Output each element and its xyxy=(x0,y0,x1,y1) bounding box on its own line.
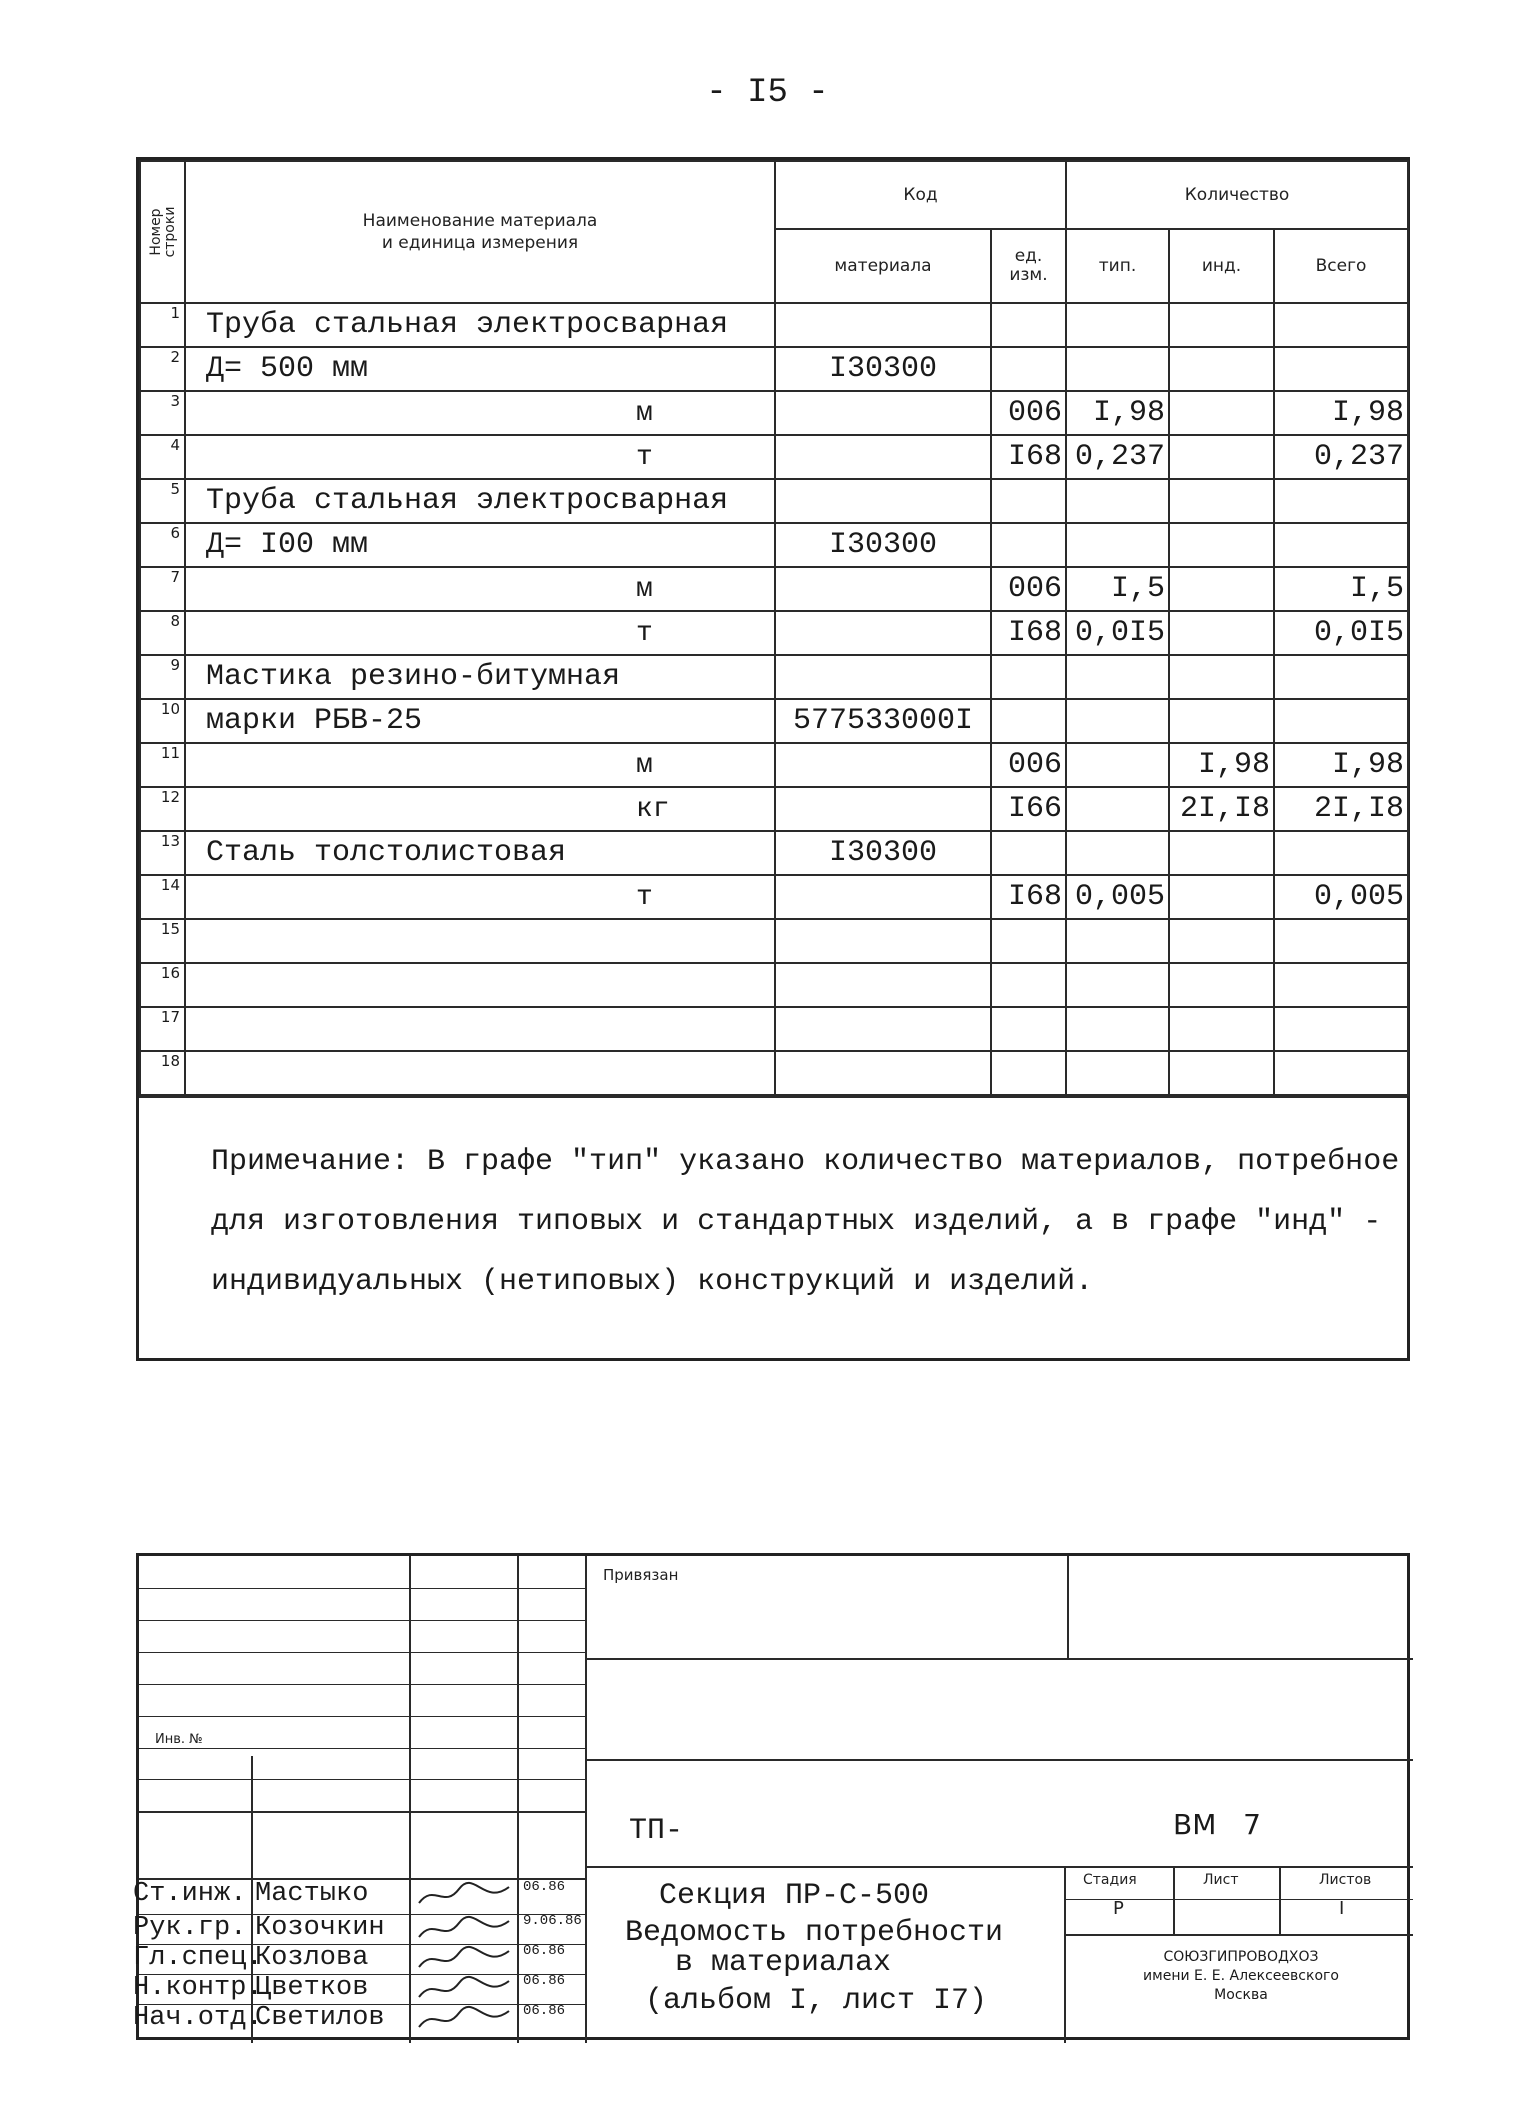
material-code-cell: I30300 xyxy=(775,347,991,391)
unit-code-cell xyxy=(991,963,1066,1007)
material-code-cell xyxy=(775,1007,991,1051)
material-name-cell xyxy=(185,919,775,963)
title-line-4: (альбом I, лист I7) xyxy=(645,1984,988,2018)
signature-date: 06.86 xyxy=(523,2003,566,2019)
total-quantity-cell xyxy=(1274,919,1408,963)
material-code-cell: I30300 xyxy=(775,523,991,567)
table-row xyxy=(140,1007,1408,1051)
total-quantity-cell xyxy=(1274,699,1408,743)
material-name-cell xyxy=(185,787,775,831)
typ-quantity-cell xyxy=(1066,523,1169,567)
unit-code-cell: 006 xyxy=(991,391,1066,435)
material-code-cell: I30300 xyxy=(775,831,991,875)
typ-quantity-cell: I,5 xyxy=(1066,567,1169,611)
unit-label: т xyxy=(636,442,653,473)
ind-quantity-cell xyxy=(1169,435,1274,479)
material-name-cell xyxy=(185,1007,775,1051)
material-name: Мастика резино-битумная xyxy=(206,660,621,694)
total-quantity-cell: I,98 xyxy=(1274,743,1408,787)
row-number-cell: 12 xyxy=(140,787,185,831)
ind-quantity-cell xyxy=(1169,479,1274,523)
inv-number-label: Инв. № xyxy=(155,1732,203,1747)
header-code: Код xyxy=(775,161,1066,229)
handwritten-signature xyxy=(414,1945,514,1975)
total-quantity-cell: 0,237 xyxy=(1274,435,1408,479)
typ-quantity-cell xyxy=(1066,787,1169,831)
ind-quantity-cell xyxy=(1169,391,1274,435)
table-row xyxy=(140,699,1408,743)
ind-quantity-cell xyxy=(1169,919,1274,963)
table-row xyxy=(140,875,1408,919)
ind-quantity-cell: 2I,I8 xyxy=(1169,787,1274,831)
typ-quantity-cell xyxy=(1066,963,1169,1007)
signature-date: 06.86 xyxy=(523,1879,566,1895)
material-name-cell xyxy=(185,875,775,919)
row-number-cell: 9 xyxy=(140,655,185,699)
unit-code-cell xyxy=(991,1051,1066,1095)
material-code-cell xyxy=(775,303,991,347)
signatory-name: Светилов xyxy=(255,2003,385,2033)
material-code-cell xyxy=(775,875,991,919)
unit-code-cell: I68 xyxy=(991,875,1066,919)
unit-code-cell xyxy=(991,479,1066,523)
unit-code-cell xyxy=(991,655,1066,699)
typ-quantity-cell xyxy=(1066,655,1169,699)
row-number-cell: 7 xyxy=(140,567,185,611)
title-line-3: в материалах xyxy=(675,1946,892,1980)
ind-quantity-cell xyxy=(1169,963,1274,1007)
table-row xyxy=(140,347,1408,391)
unit-code-cell xyxy=(991,1007,1066,1051)
header-total: Всего xyxy=(1274,229,1408,303)
unit-code-cell: 006 xyxy=(991,567,1066,611)
handwritten-signature xyxy=(414,1915,514,1945)
header-row-1 xyxy=(140,161,1408,229)
typ-quantity-cell xyxy=(1066,347,1169,391)
typ-quantity-cell: 0,005 xyxy=(1066,875,1169,919)
table-row xyxy=(140,831,1408,875)
material-name-cell xyxy=(185,831,775,875)
table-row xyxy=(140,303,1408,347)
material-code-cell xyxy=(775,919,991,963)
signatory-name: Мастыко xyxy=(255,1879,369,1909)
signatory-role: Нач.отд. xyxy=(133,2003,263,2033)
material-name-cell xyxy=(185,391,775,435)
total-quantity-cell: 0,0I5 xyxy=(1274,611,1408,655)
material-code-cell xyxy=(775,787,991,831)
org-line-3: Москва xyxy=(1214,1987,1268,2003)
signatory-role: Н.контр. xyxy=(133,1973,263,2003)
ind-quantity-cell xyxy=(1169,875,1274,919)
total-quantity-cell xyxy=(1274,831,1408,875)
signatory-role: Ст.инж. xyxy=(133,1879,247,1909)
row-number-cell: 11 xyxy=(140,743,185,787)
ind-quantity-cell xyxy=(1169,699,1274,743)
org-line-2: имени Е. Е. Алексеевского xyxy=(1143,1968,1339,1984)
table-row xyxy=(140,435,1408,479)
table-row xyxy=(140,479,1408,523)
row-number-cell: 18 xyxy=(140,1051,185,1095)
typ-quantity-cell xyxy=(1066,699,1169,743)
stadiya-value: Р xyxy=(1113,1898,1124,1919)
unit-code-cell: I68 xyxy=(991,435,1066,479)
row-number-cell: 10 xyxy=(140,699,185,743)
row-number-cell: 8 xyxy=(140,611,185,655)
privyazan-label: Привязан xyxy=(603,1566,679,1584)
header-typ: тип. xyxy=(1066,229,1169,303)
total-quantity-cell xyxy=(1274,1007,1408,1051)
unit-code-cell: I66 xyxy=(991,787,1066,831)
row-number-cell: 1 xyxy=(140,303,185,347)
unit-label: кг xyxy=(636,794,670,825)
material-name: Сталь толстолистовая xyxy=(206,836,567,870)
typ-quantity-cell: 0,0I5 xyxy=(1066,611,1169,655)
material-code-cell xyxy=(775,435,991,479)
unit-code-cell: 006 xyxy=(991,743,1066,787)
typ-quantity-cell xyxy=(1066,919,1169,963)
organization xyxy=(1069,1948,1413,2005)
typ-quantity-cell xyxy=(1066,479,1169,523)
total-quantity-cell xyxy=(1274,523,1408,567)
table-body xyxy=(140,303,1408,1095)
material-name-cell xyxy=(185,435,775,479)
unit-code-cell xyxy=(991,523,1066,567)
header-row-number: Номер строки xyxy=(140,161,185,303)
table-row xyxy=(140,963,1408,1007)
ind-quantity-cell xyxy=(1169,1051,1274,1095)
material-name-cell xyxy=(185,699,775,743)
row-number-cell: 16 xyxy=(140,963,185,1007)
unit-code-cell xyxy=(991,699,1066,743)
signature-date: 9.06.86 xyxy=(523,1913,582,1929)
header-unit-code: ед. изм. xyxy=(991,229,1066,303)
tp-label: ТП- xyxy=(629,1814,684,1848)
material-name: Д= 500 мм xyxy=(206,352,369,386)
typ-quantity-cell xyxy=(1066,831,1169,875)
header-material-code: материала xyxy=(775,229,991,303)
total-quantity-cell xyxy=(1274,479,1408,523)
typ-quantity-cell: I,98 xyxy=(1066,391,1169,435)
table-row xyxy=(140,1051,1408,1095)
page-number: - I5 - xyxy=(706,74,829,112)
total-quantity-cell: I,98 xyxy=(1274,391,1408,435)
ind-quantity-cell xyxy=(1169,523,1274,567)
typ-quantity-cell xyxy=(1066,1007,1169,1051)
listov-label: Листов xyxy=(1319,1872,1372,1888)
total-quantity-cell: I,5 xyxy=(1274,567,1408,611)
material-code-cell xyxy=(775,567,991,611)
total-quantity-cell xyxy=(1274,963,1408,1007)
material-name-cell xyxy=(185,963,775,1007)
row-number-cell: 13 xyxy=(140,831,185,875)
row-number-cell: 6 xyxy=(140,523,185,567)
handwritten-signature xyxy=(414,1975,514,2005)
org-line-1: СОЮЗГИПРОВОДХОЗ xyxy=(1163,1949,1319,1965)
unit-code-cell xyxy=(991,303,1066,347)
typ-quantity-cell xyxy=(1066,743,1169,787)
stadiya-label: Стадия xyxy=(1083,1872,1137,1888)
total-quantity-cell xyxy=(1274,1051,1408,1095)
total-quantity-cell xyxy=(1274,347,1408,391)
material-code-cell xyxy=(775,611,991,655)
ind-quantity-cell: I,98 xyxy=(1169,743,1274,787)
ind-quantity-cell xyxy=(1169,567,1274,611)
material-name-cell xyxy=(185,523,775,567)
table-row xyxy=(140,567,1408,611)
unit-label: т xyxy=(636,882,653,913)
total-quantity-cell: 2I,I8 xyxy=(1274,787,1408,831)
material-code-cell xyxy=(775,743,991,787)
material-code-cell xyxy=(775,1051,991,1095)
signatory-role: Рук.гр. xyxy=(133,1913,247,1943)
header-quantity: Количество xyxy=(1066,161,1408,229)
ind-quantity-cell xyxy=(1169,655,1274,699)
list-label: Лист xyxy=(1203,1872,1239,1888)
material-name: марки РБВ-25 xyxy=(206,704,423,738)
row-number-cell: 4 xyxy=(140,435,185,479)
material-code-cell xyxy=(775,655,991,699)
title-block xyxy=(133,1553,1410,2040)
ind-quantity-cell xyxy=(1169,1007,1274,1051)
signature-date: 06.86 xyxy=(523,1943,566,1959)
signature-date: 06.86 xyxy=(523,1973,566,1989)
material-name-cell xyxy=(185,1051,775,1095)
unit-label: т xyxy=(636,618,653,649)
row-number-cell: 17 xyxy=(140,1007,185,1051)
note-line-2: для изготовления типовых и стандартных изделий, а в графе "инд" - xyxy=(211,1205,1382,1239)
listov-value: I xyxy=(1339,1898,1345,1919)
total-quantity-cell xyxy=(1274,303,1408,347)
row-number-cell: 15 xyxy=(140,919,185,963)
note-line-3: индивидуальных (нетиповых) конструкций и изделий. xyxy=(211,1265,1094,1299)
materials-table xyxy=(139,160,1409,1096)
handwritten-signature xyxy=(414,2005,514,2035)
ind-quantity-cell xyxy=(1169,611,1274,655)
signatory-role: Гл.спец. xyxy=(133,1943,263,1973)
note-line-1: Примечание: В графе "тип" указано количество материалов, потребное xyxy=(211,1145,1400,1179)
unit-code-cell: I68 xyxy=(991,611,1066,655)
unit-code-cell xyxy=(991,347,1066,391)
typ-quantity-cell xyxy=(1066,303,1169,347)
ind-quantity-cell xyxy=(1169,831,1274,875)
material-code-cell xyxy=(775,963,991,1007)
material-name: Д= I00 мм xyxy=(206,528,369,562)
row-number-cell: 2 xyxy=(140,347,185,391)
signatory-name: Козлова xyxy=(255,1943,369,1973)
title-line-2: Ведомость потребности xyxy=(625,1916,1004,1950)
material-name-cell xyxy=(185,479,775,523)
table-row xyxy=(140,787,1408,831)
table-row xyxy=(140,655,1408,699)
unit-label: м xyxy=(636,574,653,605)
material-name-cell xyxy=(185,655,775,699)
total-quantity-cell xyxy=(1274,655,1408,699)
unit-code-cell xyxy=(991,919,1066,963)
ind-quantity-cell xyxy=(1169,347,1274,391)
total-quantity-cell: 0,005 xyxy=(1274,875,1408,919)
signatory-name: Козочкин xyxy=(255,1913,385,1943)
handwritten-signature xyxy=(414,1881,514,1911)
material-name-cell xyxy=(185,611,775,655)
material-code-cell xyxy=(775,391,991,435)
material-name: Труба стальная электросварная xyxy=(206,308,729,342)
header-name: Наименование материала и единица измерения xyxy=(185,161,775,303)
table-row xyxy=(140,391,1408,435)
material-name-cell xyxy=(185,743,775,787)
material-code-cell xyxy=(775,479,991,523)
row-number-cell: 14 xyxy=(140,875,185,919)
row-number-cell: 3 xyxy=(140,391,185,435)
materials-table-frame xyxy=(136,157,1410,1361)
title-line-1: Секция ПР-С-500 xyxy=(659,1879,930,1913)
material-name: Труба стальная электросварная xyxy=(206,484,729,518)
table-row xyxy=(140,523,1408,567)
material-name-cell xyxy=(185,567,775,611)
table-row xyxy=(140,919,1408,963)
unit-label: м xyxy=(636,750,653,781)
material-name-cell xyxy=(185,347,775,391)
note xyxy=(139,1096,1407,1358)
row-number-cell: 5 xyxy=(140,479,185,523)
unit-code-cell xyxy=(991,831,1066,875)
document-code: ВМ 7 xyxy=(1173,1808,1261,1841)
table-row xyxy=(140,743,1408,787)
unit-label: м xyxy=(636,398,653,429)
header-ind: инд. xyxy=(1169,229,1274,303)
typ-quantity-cell xyxy=(1066,1051,1169,1095)
signatory-name: Цветков xyxy=(255,1973,369,2003)
table-row xyxy=(140,611,1408,655)
material-name-cell xyxy=(185,303,775,347)
material-code-cell: 577533000I xyxy=(775,699,991,743)
ind-quantity-cell xyxy=(1169,303,1274,347)
typ-quantity-cell: 0,237 xyxy=(1066,435,1169,479)
